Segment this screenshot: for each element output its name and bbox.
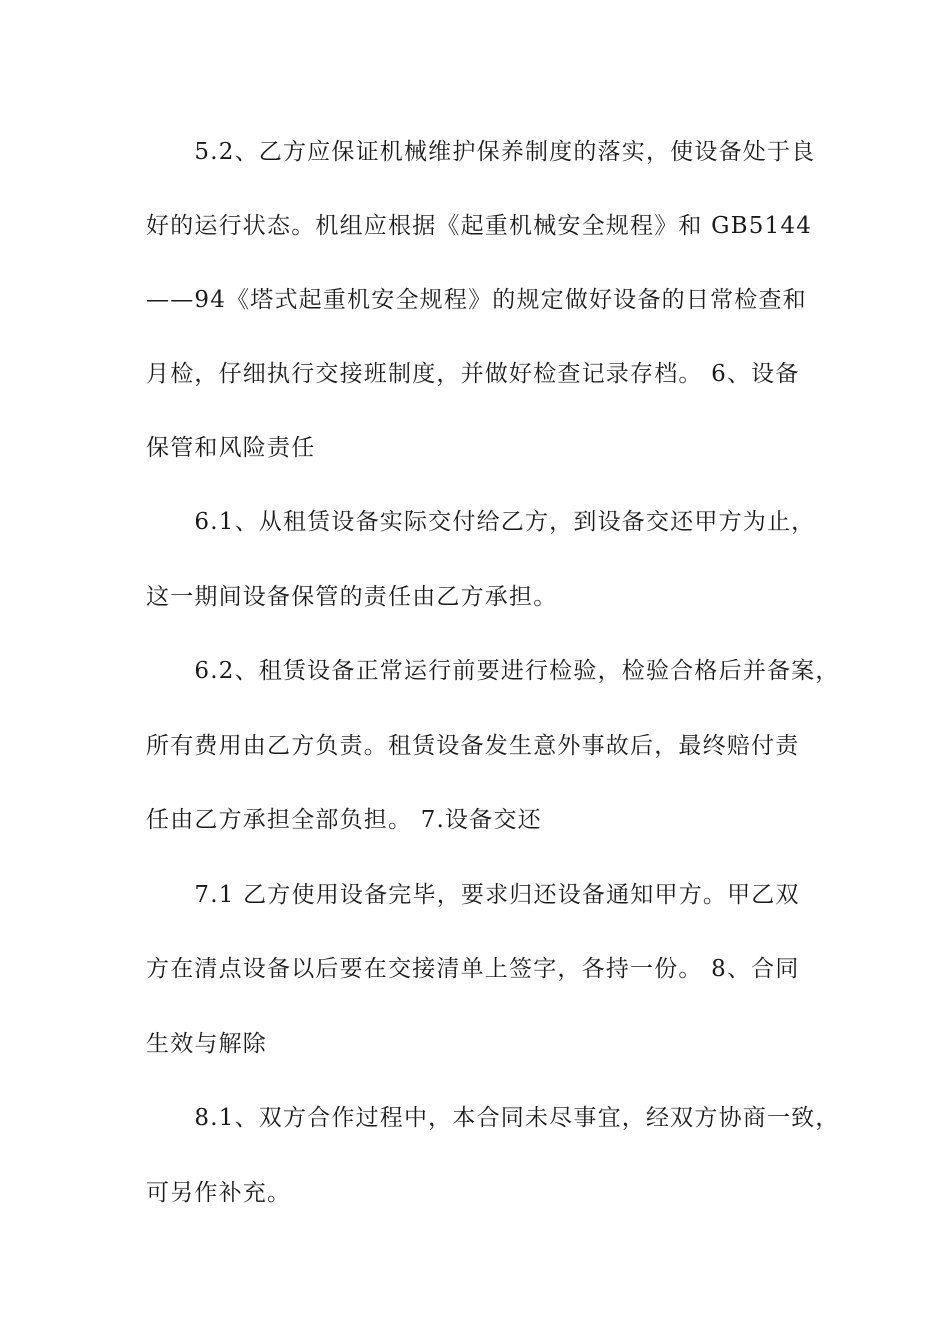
text-line-11: 7.1 乙方使用设备完毕，要求归还设备通知甲方。甲乙双 <box>146 882 800 908</box>
text-line-1: 5.2、乙方应保证机械维护保养制度的落实，使设备处于良 <box>146 139 816 165</box>
text-line-14: 8.1、双方合作过程中，本合同未尽事宜，经双方协商一致， <box>146 1105 840 1131</box>
text-line-2: 好的运行状态。机组应根据《起重机械安全规程》和 GB5144 <box>146 213 813 239</box>
text-line-8: 6.2、租赁设备正常运行前要进行检验，检验合格后并备案， <box>146 658 840 684</box>
text-line-3: ——94《塔式起重机安全规程》的规定做好设备的日常检查和 <box>146 287 807 313</box>
text-line-7: 这一期间设备保管的责任由乙方承担。 <box>146 584 558 610</box>
text-line-12: 方在清点设备以后要在交接清单上签字，各持一份。 8、合同 <box>146 956 800 982</box>
text-line-4: 月检，仔细执行交接班制度，并做好检查记录存档。 6、设备 <box>146 361 800 387</box>
text-line-6: 6.1、从租赁设备实际交付给乙方，到设备交还甲方为止， <box>146 509 816 535</box>
text-line-15: 可另作补充。 <box>146 1180 292 1206</box>
section-heading-8: 生效与解除 <box>146 1031 267 1057</box>
text-line-10: 任由乙方承担全部负担。 7.设备交还 <box>146 807 542 833</box>
text-line-9: 所有费用由乙方负责。租赁设备发生意外事故后，最终赔付责 <box>146 733 800 759</box>
section-heading-6: 保管和风险责任 <box>146 435 316 461</box>
